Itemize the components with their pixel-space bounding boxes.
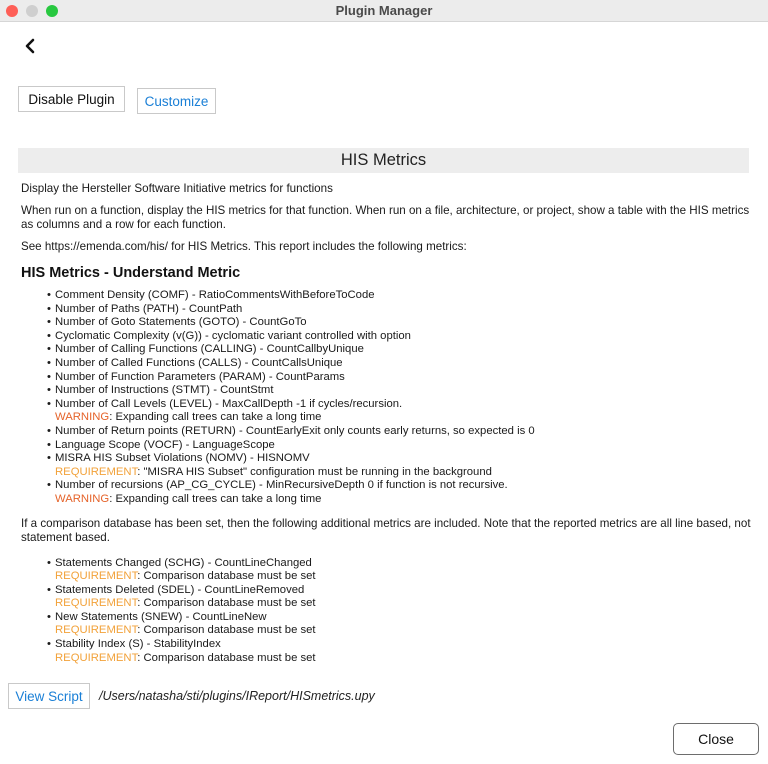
metrics-heading: HIS Metrics - Understand Metric [21, 265, 241, 281]
list-item: • Number of Calling Functions (CALLING) - CountCallbyUnique [48, 343, 751, 357]
list-item: • Stability Index (S) - StabilityIndex REQUIREMENT: Comparison database must be set [48, 638, 751, 665]
list-item: • Statements Deleted (SDEL) - CountLineRemoved REQUIREMENT: Comparison database must be set [48, 584, 751, 611]
traffic-lights [6, 5, 58, 17]
list-item: • Language Scope (VOCF) - LanguageScope [48, 439, 751, 453]
list-item: • Number of Goto Statements (GOTO) - CountGoTo [48, 316, 751, 330]
disable-plugin-button[interactable]: Disable Plugin [18, 86, 125, 112]
list-item: • Number of Instructions (STMT) - CountStmt [48, 384, 751, 398]
window-titlebar [0, 0, 768, 22]
list-item: • Number of Call Levels (LEVEL) - MaxCallDepth -1 if cycles/recursion. WARNING: Expanding call trees can take a long time [48, 398, 751, 425]
list-item: • Cyclomatic Complexity (v(G)) - cyclomatic variant controlled with option [48, 330, 751, 344]
plugin-title: HIS Metrics [18, 148, 749, 173]
plugin-details: When run on a function, display the HIS metrics for that function. When run on a file, architecture, or project, show a table with the HIS metrics as columns and a row for each function. [21, 204, 750, 231]
list-item: • Statements Changed (SCHG) - CountLineChanged REQUIREMENT: Comparison database must be set [48, 557, 751, 584]
warning-note: WARNING: Expanding call trees can take a long time [55, 492, 322, 505]
window-close-button[interactable] [6, 5, 18, 17]
requirement-note: REQUIREMENT: Comparison database must be set [55, 651, 316, 664]
plugin-description [21, 182, 751, 675]
comparison-intro: If a comparison database has been set, then the following additional metrics are included. Note that the reported metrics are all line based, not statement based. [21, 516, 751, 544]
customize-button[interactable]: Customize [137, 88, 216, 114]
plugin-summary: Display the Hersteller Software Initiative metrics for functions [21, 182, 333, 195]
script-path: /Users/natasha/sti/plugins/IReport/HISmetrics.upy [99, 689, 375, 703]
list-item: • Number of Called Functions (CALLS) - CountCallsUnique [48, 357, 751, 371]
list-item: • MISRA HIS Subset Violations (NOMV) - HISNOMV REQUIREMENT: "MISRA HIS Subset" configuration must be running in the background [48, 452, 751, 479]
warning-note: WARNING: Expanding call trees can take a long time [55, 411, 322, 424]
requirement-note: REQUIREMENT: Comparison database must be set [55, 597, 316, 610]
list-item: • Number of recursions (AP_CG_CYCLE) - MinRecursiveDepth 0 if function is not recursive. WARNING: Expanding call trees can take a long time [48, 479, 751, 506]
back-button[interactable] [20, 36, 40, 56]
close-button[interactable]: Close [673, 723, 759, 755]
requirement-note: REQUIREMENT: Comparison database must be set [55, 570, 316, 583]
window-minimize-button [26, 5, 38, 17]
window-title: Plugin Manager [335, 3, 433, 18]
list-item: • Number of Return points (RETURN) - CountEarlyExit only counts early returns, so expected is 0 [48, 425, 751, 439]
requirement-note: REQUIREMENT: "MISRA HIS Subset" configuration must be running in the background [55, 465, 492, 478]
list-item: • Number of Function Parameters (PARAM) - CountParams [48, 371, 751, 385]
metrics-list [48, 289, 751, 507]
list-item: • Number of Paths (PATH) - CountPath [48, 303, 751, 317]
script-row [8, 683, 375, 709]
chevron-left-icon [24, 38, 36, 54]
window-maximize-button[interactable] [46, 5, 58, 17]
requirement-note: REQUIREMENT: Comparison database must be set [55, 624, 316, 637]
view-script-button[interactable]: View Script [8, 683, 90, 709]
plugin-see-also: See https://emenda.com/his/ for HIS Metrics. This report includes the following metrics: [21, 240, 467, 253]
list-item: • Comment Density (COMF) - RatioCommentsWithBeforeToCode [48, 289, 751, 303]
list-item: • New Statements (SNEW) - CountLineNew REQUIREMENT: Comparison database must be set [48, 611, 751, 638]
comparison-metrics-list [48, 557, 751, 666]
